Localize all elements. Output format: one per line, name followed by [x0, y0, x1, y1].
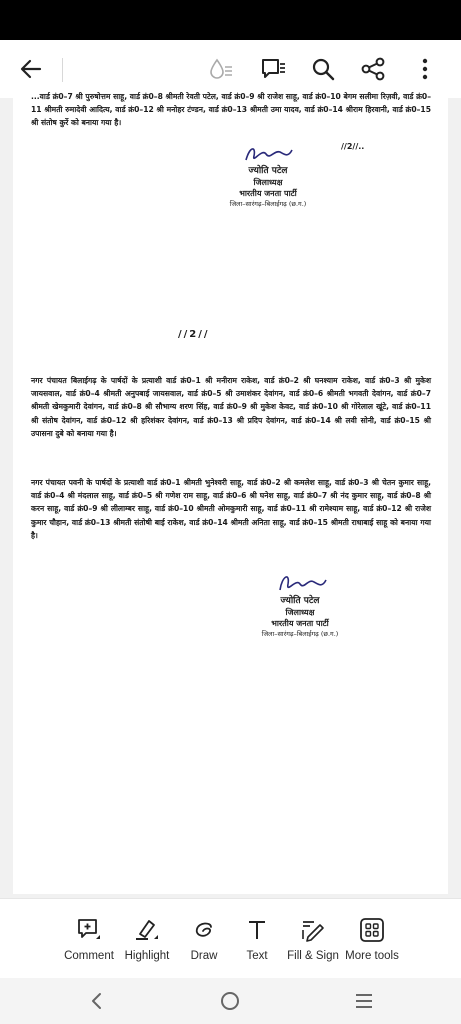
document-viewer[interactable]: [0, 92, 461, 898]
pawni-candidates-paragraph: नगर पंचायत पवनी के पार्षदों के प्रत्याशी वार्ड क्रं0–1 श्रीमती भुनेश्वरी साहू, वार्ड क्रं0–2 श्री कमलेश साहू, वार्ड क्रं0–3 श्री चेतन कुमार साहू, वार्ड क्रं0–4 श्री मंदलाल साहू, वार्ड क्रं0–5 श्री गणेश राम साहू, वार्ड क्रं0–6 श्री घनेश साहू, वार्ड क्रं0–7 श्री नंद कुमार साहू, वार्ड क्रं0–8 श्री करन साहू, वार्ड क्रं0–9 श्री लीलाम्बर साहू, वार्ड क्रं0–10 श्रीमती ओमकुमारी साहू, वार्ड क्रं0–11 श्री रामेश्याम साहू, वार्ड क्रं0–12 श्री राजेश कुमार चौहान, वार्ड क्रं0–13 श्रीमती संतोषी बाई राकेश, वार्ड क्रं0–14 श्रीमती अनिता साहू, वार्ड क्रं0–15 श्रीमती राधाबाई साहू को बनाया गया है।: [31, 478, 431, 540]
status-bar: [0, 0, 461, 40]
comment-add-icon: [76, 917, 102, 943]
more-tools-button[interactable]: [342, 917, 402, 962]
text-tool-button[interactable]: [227, 917, 287, 962]
signatory-address: जिला–सारंगढ़–बिलाईगढ़ (छ.ग.): [261, 630, 339, 638]
grid-icon: [359, 917, 385, 943]
read-mode-icon[interactable]: [208, 56, 234, 82]
signatory-address: जिला–सारंगढ़–बिलाईगढ़ (छ.ग.): [229, 200, 307, 208]
fill-sign-icon: [300, 917, 326, 943]
page2-page-marker: //2//: [178, 329, 210, 340]
signatory-name: ज्योति पटेल: [248, 166, 288, 176]
share-icon[interactable]: [360, 56, 386, 82]
fill-sign-tool-button[interactable]: [283, 917, 343, 962]
page1-continuation-marker: //2//..: [341, 142, 365, 151]
arrow-left-icon[interactable]: [18, 56, 44, 82]
signatory-party: भारतीय जनता पार्टी: [271, 619, 329, 628]
system-navigation-bar: [0, 978, 461, 1024]
tool-label: Comment: [64, 950, 114, 962]
page1-partial-text: ...वार्ड क्रं0–7 श्री पुरुषोत्तम साहू, वार्ड क्रं0–8 श्रीमती रेवती पटेल, वार्ड क्रं0–9 श्री राजेश साहू, वार्ड क्रं0–10 बेगम सलीमा रिज़वी, वार्ड क्रं0–11 श्रीमती रुमादेवी आदित्य, वार्ड क्रं0–12 श्री मनोहर टंण्डन, वार्ड क्रं0–13 श्रीमती उमा यादव, वार्ड क्रं0–14 श्रीराम हिरवानी, वार्ड क्रं0–15 श्री संतोष कुर्रे को बनाया गया है।: [31, 92, 431, 128]
highlighter-icon: [134, 917, 160, 943]
page2-signature-block: [235, 570, 365, 640]
draw-icon: [191, 917, 217, 943]
text-icon: [244, 917, 270, 943]
toolbar-divider: [62, 58, 63, 82]
pdf-page-2: [13, 264, 448, 894]
signatory-title: जिलाध्यक्ष: [253, 178, 283, 187]
draw-tool-button[interactable]: [174, 917, 234, 962]
comment-tool-button[interactable]: [59, 917, 119, 962]
tool-label: Highlight: [124, 950, 170, 962]
bilaigarh-candidates-paragraph: नगर पंचायत बिलाईगढ़ के पार्षदों के प्रत्याशी वार्ड क्रं0–1 श्री मनीराम राकेश, वार्ड क्रं0–2 श्री घनश्याम राकेश, वार्ड क्रं0–3 श्री मुकेश जायसवाल, वार्ड क्रं0–4 श्रीमती अनुपबाई जायसवाल, वार्ड क्रं0–5 श्री उमाशंकर देवांगन, वार्ड क्रं0–6 श्रीमती भगवती देवांगन, वार्ड क्रं0–7 श्रीमती खेमकुमारी देवांगन, वार्ड क्रं0–8 श्री सौभाग्य शरण सिंह, वार्ड क्रं0–9 श्री मुकेश केवट, वार्ड क्रं0–10 श्री गोरेलाल खूंटे, वार्ड क्रं0–11 श्री संतोष देवांगन, वार्ड क्रं0–12 श्री हरिशंकर देवांगन, वार्ड क्रं0–13 श्री प्रदिप देवांगन, वार्ड क्रं0–14 श्री लवी सोनी, वार्ड क्रं0–15 श्री उपासना दुबे को बनाया गया है।: [31, 376, 431, 438]
signatory-name: ज्योति पटेल: [280, 596, 320, 606]
signature-scrawl-icon: [238, 142, 298, 166]
highlight-tool-button[interactable]: [117, 917, 177, 962]
search-icon[interactable]: [310, 56, 336, 82]
signatory-title: जिलाध्यक्ष: [285, 608, 315, 617]
nav-home-icon[interactable]: [219, 990, 241, 1012]
tool-label: Draw: [190, 950, 218, 962]
tool-label: Text: [246, 950, 268, 962]
tool-label: Fill & Sign: [287, 950, 339, 962]
tool-label: More tools: [345, 950, 399, 962]
more-options-icon[interactable]: [412, 56, 438, 82]
nav-back-icon[interactable]: [86, 990, 108, 1012]
bottom-tools-bar: [0, 898, 461, 979]
page1-signature-block: [203, 142, 333, 210]
nav-recents-icon[interactable]: [353, 990, 375, 1012]
signature-scrawl-icon: [270, 570, 330, 596]
signatory-party: भारतीय जनता पार्टी: [239, 189, 297, 198]
comments-icon[interactable]: [260, 56, 286, 82]
